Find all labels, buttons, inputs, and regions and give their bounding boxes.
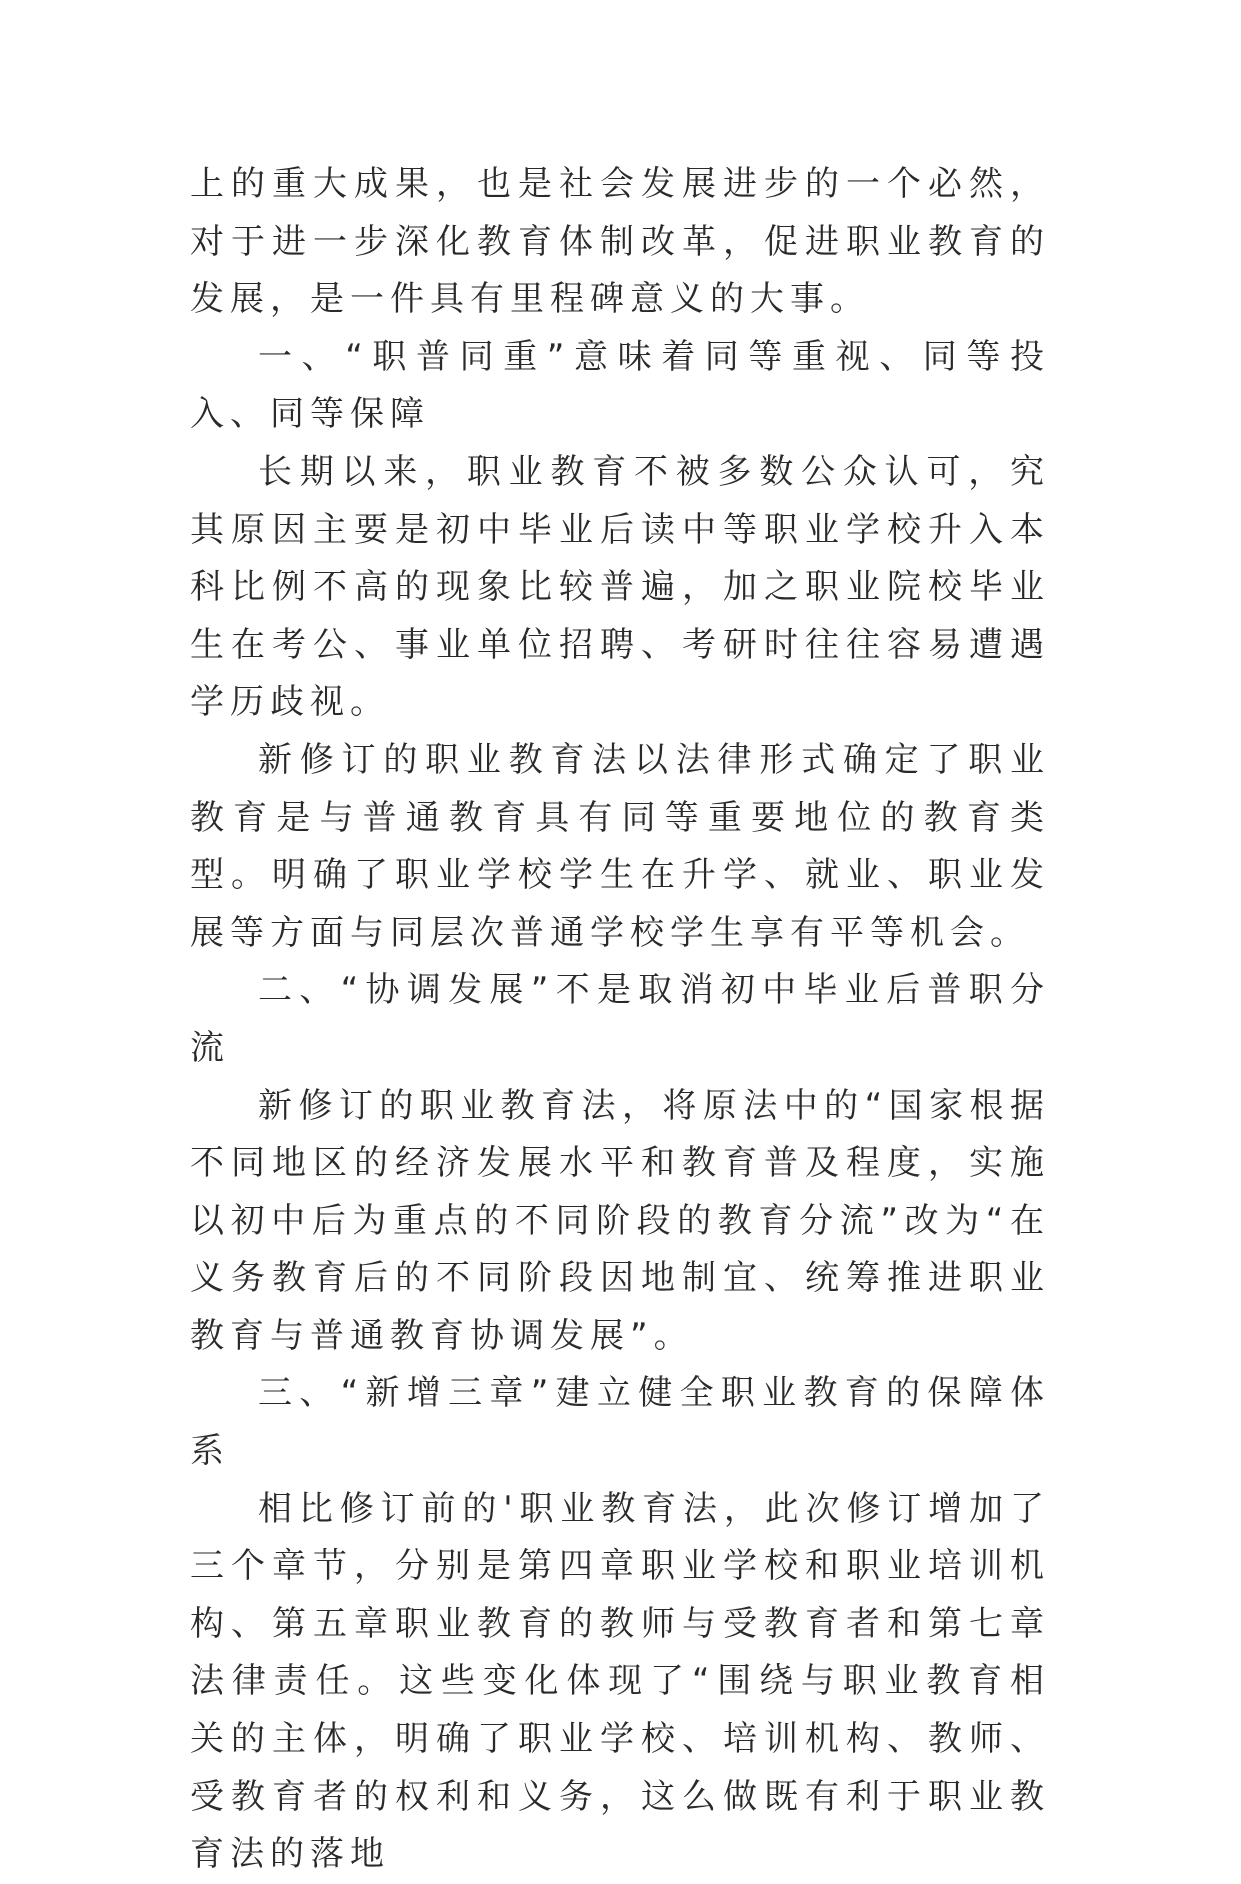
section-heading-1: 一、“职普同重”意味着同等重视、同等投入、同等保障 xyxy=(190,336,1050,435)
section-heading-3: 三、“新增三章”建立健全职业教育的保障体系 xyxy=(190,1373,1050,1472)
paragraph: 长期以来，职业教育不被多数公众认可，究其原因主要是初中毕业后读中等职业学校升入本科比例不高的现象比较普遍，加之职业院校毕业生在考公、事业单位招聘、考研时往往容易遭遇学历歧视。 xyxy=(190,451,1050,723)
section-heading-2: 二、“协调发展”不是取消初中毕业后普职分流 xyxy=(190,970,1050,1068)
document-body xyxy=(190,156,1050,1884)
paragraph: 新修订的职业教育法以法律形式确定了职业教育是与普通教育具有同等重要地位的教育类型。明确了职业学校学生在升学、就业、职业发展等方面与同层次普通学校学生享有平等机会。 xyxy=(190,739,1050,953)
paragraph-continuation: 上的重大成果，也是社会发展进步的一个必然，对于进一步深化教育体制改革，促进职业教育的发展，是一件具有里程碑意义的大事。 xyxy=(190,164,1050,320)
paragraph: 新修订的职业教育法，将原法中的“国家根据不同地区的经济发展水平和教育普及程度，实施以初中后为重点的不同阶段的教育分流”改为“在义务教育后的不同阶段因地制宜、统筹推进职业教育与普通教育协调发展”。 xyxy=(190,1085,1050,1356)
paragraph: 相比修订前的'职业教育法，此次修订增加了三个章节，分别是第四章职业学校和职业培训机构、第五章职业教育的教师与受教育者和第七章法律责任。这些变化体现了“围绕与职业教育相关的主体，明确了职业学校、培训机构、教师、受教育者的权利和义务，这么做既有利于职业教育法的落地 xyxy=(190,1488,1050,1875)
